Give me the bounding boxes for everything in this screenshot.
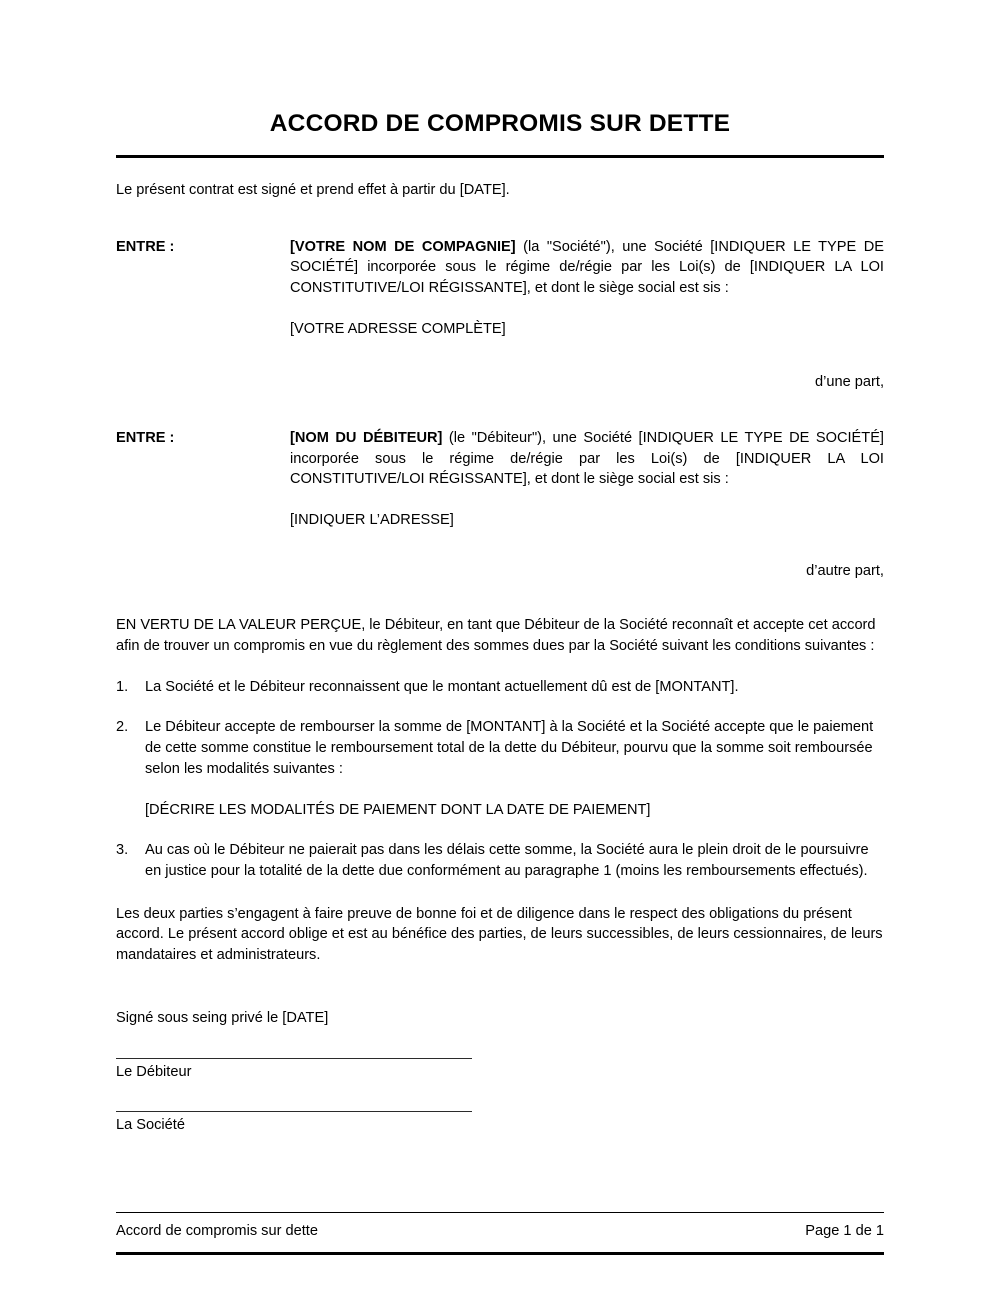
page-footer bbox=[116, 1212, 884, 1255]
clause-item-3 bbox=[116, 840, 884, 881]
page-title: ACCORD DE COMPROMIS SUR DETTE bbox=[269, 110, 731, 137]
company-description: (la "Société"), une Société [INDIQUER LE TYPE DE SOCIÉTÉ] incorporée sous le régime de/régie par les Loi(s) de [INDIQUER LA LOI CONSTITUTIVE/LOI RÉGISSANTE], et dont le siège social est sis : bbox=[290, 238, 885, 297]
party-block-company bbox=[116, 237, 884, 340]
debtor-address-placeholder: [INDIQUER L’ADRESSE] bbox=[290, 512, 454, 529]
company-name-placeholder: [VOTRE NOM DE COMPAGNIE] bbox=[290, 238, 516, 255]
signature-group-debtor bbox=[116, 1058, 884, 1082]
party-block-debtor bbox=[116, 428, 884, 531]
clause-item-2 bbox=[116, 717, 884, 779]
title-divider bbox=[116, 155, 884, 158]
clause-marker-3: 3. bbox=[116, 842, 129, 859]
party-body-debtor bbox=[290, 428, 884, 531]
recital-paragraph: EN VERTU DE LA VALEUR PERÇUE, le Débiteur, en tant que Débiteur de la Société reconnaît et accepte cet accord afin de trouver un compromis en vue du règlement des sommes dues par la Société suivant les conditions suivantes : bbox=[116, 617, 876, 654]
clause-text-1: La Société et le Débiteur reconnaissent que le montant actuellement dû est de [MONTANT]. bbox=[145, 678, 739, 695]
company-address-placeholder: [VOTRE ADRESSE COMPLÈTE] bbox=[290, 320, 506, 337]
clause-marker-2: 2. bbox=[116, 719, 129, 736]
footer-page-number: Page 1 de 1 bbox=[805, 1223, 884, 1240]
signature-line-company[interactable] bbox=[116, 1111, 472, 1112]
party-label-debtor: ENTRE : bbox=[116, 429, 175, 446]
signature-line-debtor[interactable] bbox=[116, 1058, 472, 1059]
footer-document-name: Accord de compromis sur dette bbox=[116, 1223, 318, 1240]
closing-second-party: d’autre part, bbox=[806, 562, 884, 579]
intro-paragraph: Le présent contrat est signé et prend effet à partir du [DATE]. bbox=[116, 181, 510, 198]
signature-intro: Signé sous seing privé le [DATE] bbox=[116, 1009, 329, 1026]
footer-divider-bottom bbox=[116, 1252, 884, 1255]
clause-text-2: Le Débiteur accepte de rembourser la somme de [MONTANT] à la Société et la Société accepte que le paiement de cette somme constitue le remboursement total de la dette du Débiteur, pourvu que la somme soit remboursée selon les modalités suivantes : bbox=[145, 719, 874, 777]
closing-paragraph: Les deux parties s’engagent à faire preuve de bonne foi et de diligence dans le respect des obligations du présent accord. Le présent accord oblige et est au bénéfice des parties, de leurs successibles, de leurs cessionnaires, de leurs mandataires et administrateurs. bbox=[116, 905, 883, 964]
debtor-name-placeholder: [NOM DU DÉBITEUR] bbox=[290, 429, 443, 446]
closing-first-party: d’une part, bbox=[815, 373, 884, 390]
signature-caption-debtor: Le Débiteur bbox=[116, 1064, 192, 1081]
clause-marker-1: 1. bbox=[116, 678, 129, 695]
clause-text-3: Au cas où le Débiteur ne paierait pas dans les délais cette somme, la Société aura le plein droit de le poursuivre en justice pour la totalité de la dette due conformément au paragraphe 1 (moins les remboursements effectués). bbox=[145, 842, 869, 879]
debtor-description: (le "Débiteur"), une Société [INDIQUER LE TYPE DE SOCIÉTÉ] incorporée sous le régime de/régie par les Loi(s) de [INDIQUER LA LOI CONSTITUTIVE/LOI RÉGISSANTE], et dont le siège social est sis : bbox=[290, 429, 884, 488]
party-label-company: ENTRE : bbox=[116, 238, 175, 255]
party-body-company bbox=[290, 237, 884, 340]
signature-group-company bbox=[116, 1111, 884, 1135]
footer-row bbox=[116, 1213, 884, 1252]
document-content bbox=[116, 0, 884, 1135]
signature-caption-company: La Société bbox=[116, 1117, 185, 1134]
clause-item-1 bbox=[116, 677, 884, 698]
payment-terms-placeholder: [DÉCRIRE LES MODALITÉS DE PAIEMENT DONT LA DATE DE PAIEMENT] bbox=[145, 801, 651, 818]
